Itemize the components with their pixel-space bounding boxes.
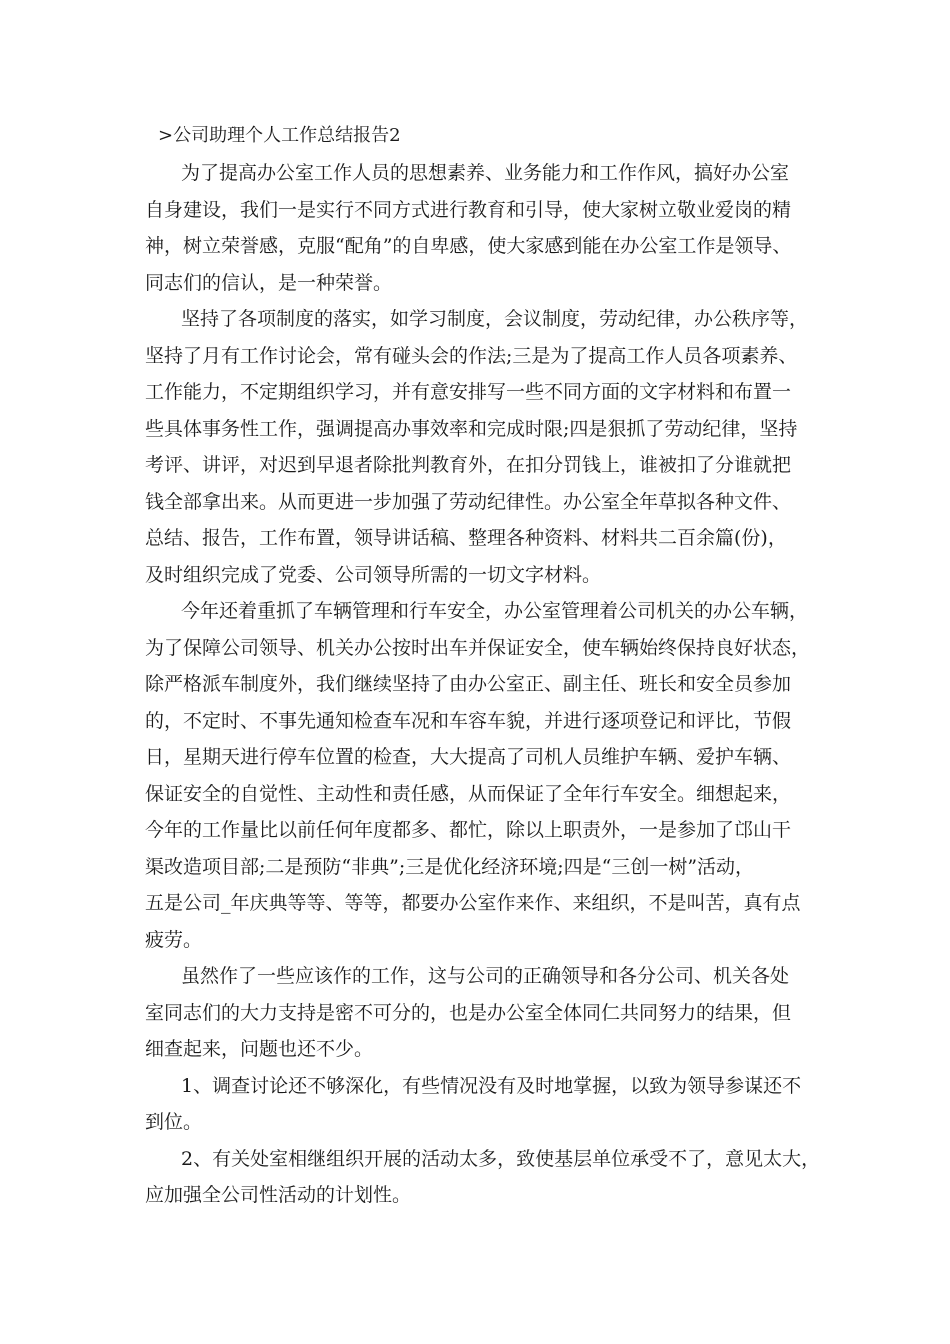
text-line: 2、有关处室相继组织开展的活动太多，致使基层单位承受不了，意见太大， (181, 1148, 821, 1170)
text-line: 坚持了各项制度的落实，如学习制度，会议制度，劳动纪律，办公秩序等， (181, 308, 809, 330)
text-line: 为了提高办公室工作人员的思想素养、业务能力和工作作风，搞好办公室 (181, 162, 790, 184)
text-line: 考评、讲评，对迟到早退者除批判教育外，在扣分罚钱上，谁被扣了分谁就把 (145, 454, 792, 476)
document-title: >公司助理个人工作总结报告2 (158, 125, 401, 146)
text-line: 总结、报告，工作布置，领导讲话稿、整理各种资料、材料共二百余篇(份)， (145, 527, 787, 549)
text-line: 为了保障公司领导、机关办公按时出车并保证安全，使车辆始终保持良好状态， (145, 637, 811, 659)
text-line: 除严格派车制度外，我们继续坚持了由办公室正、副主任、班长和安全员参加 (145, 673, 792, 695)
text-line: 神，树立荣誉感，克服“配角”的自卑感，使大家感到能在办公室工作是领导、 (145, 235, 792, 257)
text-line: 虽然作了一些应该作的工作，这与公司的正确领导和各分公司、机关各处 (181, 965, 790, 987)
text-line: 渠改造项目部;二是预防“非典”;三是优化经济环境;四是“三创一树”活动， (145, 856, 755, 878)
text-line: 保证安全的自觉性、主动性和责任感，从而保证了全年行车安全。细想起来， (145, 783, 792, 805)
text-line: 今年的工作量比以前任何年度都多、都忙，除以上职责外，一是参加了邙山干 (145, 819, 792, 841)
text-line: 同志们的信认，是一种荣誉。 (145, 272, 393, 294)
text-line: 1、调查讨论还不够深化，有些情况没有及时地掌握，以致为领导参谋还不 (181, 1075, 802, 1097)
text-line: 坚持了月有工作讨论会，常有碰头会的作法;三是为了提高工作人员各项素养、 (145, 345, 798, 367)
text-line: 细查起来，问题也还不少。 (145, 1038, 374, 1060)
text-line: 及时组织完成了党委、公司领导所需的一切文字材料。 (145, 564, 602, 586)
text-line: 日，星期天进行停车位置的检查，大大提高了司机人员维护车辆、爱护车辆、 (145, 746, 792, 768)
text-line: 钱全部拿出来。从而更进一步加强了劳动纪律性。办公室全年草拟各种文件、 (145, 491, 792, 513)
text-line: 些具体事务性工作，强调提高办事效率和完成时限;四是狠抓了劳动纪律，坚持 (145, 418, 798, 440)
text-line: 的，不定时、不事先通知检查车况和车容车貌，并进行逐项登记和评比，节假 (145, 710, 792, 732)
text-line: 自身建设，我们一是实行不同方式进行教育和引导，使大家树立敬业爱岗的精 (145, 199, 792, 221)
text-line: 到位。 (145, 1111, 203, 1133)
text-line: 五是公司_年庆典等等、等等，都要办公室作来作、来组织，不是叫苦，真有点 (145, 892, 801, 914)
text-line: 工作能力，不定期组织学习，并有意安排写一些不同方面的文字材料和布置一 (145, 381, 792, 403)
text-line: 应加强全公司性活动的计划性。 (145, 1184, 412, 1206)
text-line: 今年还着重抓了车辆管理和行车安全，办公室管理着公司机关的办公车辆， (181, 600, 809, 622)
text-line: 室同志们的大力支持是密不可分的，也是办公室全体同仁共同努力的结果，但 (145, 1002, 792, 1024)
text-line: 疲劳。 (145, 929, 203, 951)
